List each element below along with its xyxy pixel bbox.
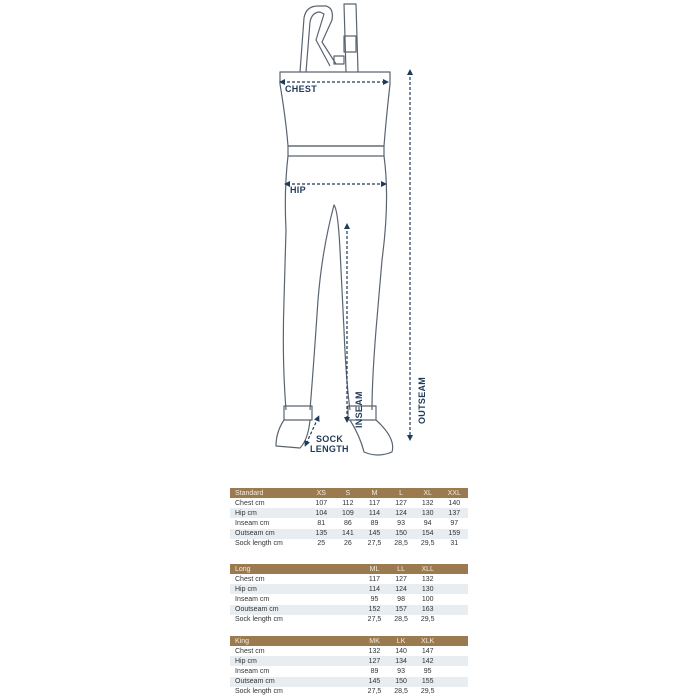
size-header-cell: S [345, 489, 351, 497]
size-header-cell: L [399, 489, 404, 497]
inseam-label: INSEAM [354, 391, 364, 428]
table-cell: 28,5 [394, 540, 408, 548]
table-header [230, 488, 468, 498]
table-cell: 124 [395, 585, 407, 593]
table-cell: 28,5 [394, 616, 408, 624]
table-cell: 94 [423, 519, 432, 527]
row-label: Sock length cm [235, 688, 283, 696]
table-cell: 28,5 [394, 688, 408, 696]
row-label: Inseam cm [235, 667, 270, 675]
size-header-cell: M [371, 489, 378, 497]
table-row [230, 574, 468, 584]
table-cell: 130 [421, 585, 434, 593]
table-cell: 89 [370, 667, 379, 675]
table-cell: 132 [421, 499, 434, 507]
row-label: Inseam cm [235, 519, 270, 527]
table-cell: 142 [421, 657, 434, 665]
table-cell: 29,5 [420, 688, 435, 696]
table-cell: 95 [370, 595, 379, 603]
table-cell: 97 [450, 519, 459, 527]
table-cell: 98 [397, 595, 405, 603]
table-cell: 132 [368, 647, 381, 655]
table-cell: 27,5 [367, 616, 382, 624]
table-cell: 31 [450, 540, 459, 548]
table-row [230, 687, 468, 697]
table-cell: 95 [423, 667, 432, 675]
size-header-cell: XLL [421, 565, 434, 573]
table-cell: 124 [395, 509, 407, 517]
table-cell: 145 [368, 530, 381, 538]
table-cell: 134 [395, 657, 407, 665]
sock-length-label-line2: LENGTH [310, 444, 349, 454]
table-cell: 114 [368, 509, 381, 517]
table-cell: 27,5 [367, 688, 382, 696]
table-cell: 25 [317, 540, 326, 548]
table-cell: 93 [397, 519, 405, 527]
table-cell: 127 [395, 499, 407, 507]
row-label: Chest cm [235, 647, 265, 655]
table-cell: 163 [421, 606, 434, 614]
table-cell: 86 [343, 519, 352, 527]
table-cell: 159 [448, 530, 461, 538]
table-cell: 89 [370, 519, 379, 527]
size-header-cell: LK [396, 637, 406, 645]
table-cell: 109 [342, 509, 354, 517]
row-label: Hip cm [235, 657, 257, 665]
table-cell: 81 [317, 519, 326, 527]
table-cell: 112 [342, 499, 354, 507]
size-header-cell: XL [423, 489, 432, 497]
table-row [230, 605, 468, 615]
row-label: Inseam cm [235, 595, 270, 603]
table-title: Long [235, 565, 251, 573]
table-row [230, 615, 468, 625]
row-label: Hip cm [235, 509, 257, 517]
table-cell: 140 [448, 499, 461, 507]
row-label: Outseam cm [235, 678, 275, 686]
table-row [230, 656, 468, 666]
long-size-table [230, 564, 468, 625]
table-row [230, 677, 468, 687]
row-label: Chest cm [235, 575, 265, 583]
table-cell: 107 [315, 499, 328, 507]
outseam-label: OUTSEAM [417, 376, 427, 424]
size-header-cell: XLK [421, 637, 435, 645]
sock-length-label-line1: SOCK [316, 434, 344, 444]
dimension-lines [282, 72, 410, 444]
table-cell: 155 [421, 678, 434, 686]
table-cell: 26 [343, 540, 352, 548]
table-row [230, 646, 468, 656]
table-title: Standard [235, 489, 264, 497]
table-cell: 100 [421, 595, 434, 603]
size-header-cell: XXL [447, 489, 461, 497]
table-cell: 157 [395, 606, 407, 614]
table-cell: 152 [368, 606, 381, 614]
table-header [230, 636, 468, 646]
table-cell: 141 [342, 530, 354, 538]
table-cell: 127 [368, 657, 381, 665]
table-cell: 127 [395, 575, 407, 583]
wader-outline [276, 4, 393, 455]
table-cell: 137 [448, 509, 461, 517]
row-label: Outseam cm [235, 530, 275, 538]
row-label: Sock length cm [235, 616, 283, 624]
table-cell: 104 [315, 509, 328, 517]
table-cell: 135 [315, 530, 328, 538]
table-cell: 154 [421, 530, 434, 538]
row-label: Sock length cm [235, 540, 283, 548]
table-row [230, 518, 468, 528]
row-label: Hip cm [235, 585, 257, 593]
table-cell: 147 [421, 647, 434, 655]
table-row [230, 498, 468, 508]
table-cell: 140 [395, 647, 407, 655]
table-cell: 93 [397, 667, 405, 675]
table-row [230, 666, 468, 676]
table-cell: 29,5 [420, 616, 435, 624]
table-cell: 150 [395, 678, 407, 686]
table-title: King [235, 637, 250, 645]
table-cell: 27,5 [367, 540, 382, 548]
table-row [230, 539, 468, 549]
table-row [230, 584, 468, 594]
table-cell: 117 [368, 575, 381, 583]
table-cell: 114 [368, 585, 381, 593]
size-header-cell: ML [369, 565, 380, 573]
table-cell: 117 [368, 499, 381, 507]
table-cell: 29,5 [420, 540, 435, 548]
size-header-cell: XS [316, 489, 326, 497]
hip-label: HIP [290, 185, 306, 195]
chest-label: CHEST [285, 84, 318, 94]
table-header [230, 564, 468, 574]
row-label: Ooutseam cm [235, 606, 279, 614]
table-cell: 132 [421, 575, 434, 583]
row-label: Chest cm [235, 499, 265, 507]
size-header-cell: LL [397, 565, 405, 573]
table-row [230, 508, 468, 518]
king-size-table [230, 636, 468, 697]
size-header-cell: MK [369, 637, 380, 645]
table-cell: 145 [368, 678, 381, 686]
table-row [230, 529, 468, 539]
standard-size-table [230, 488, 468, 549]
table-cell: 150 [395, 530, 407, 538]
table-row [230, 594, 468, 604]
table-cell: 130 [421, 509, 434, 517]
